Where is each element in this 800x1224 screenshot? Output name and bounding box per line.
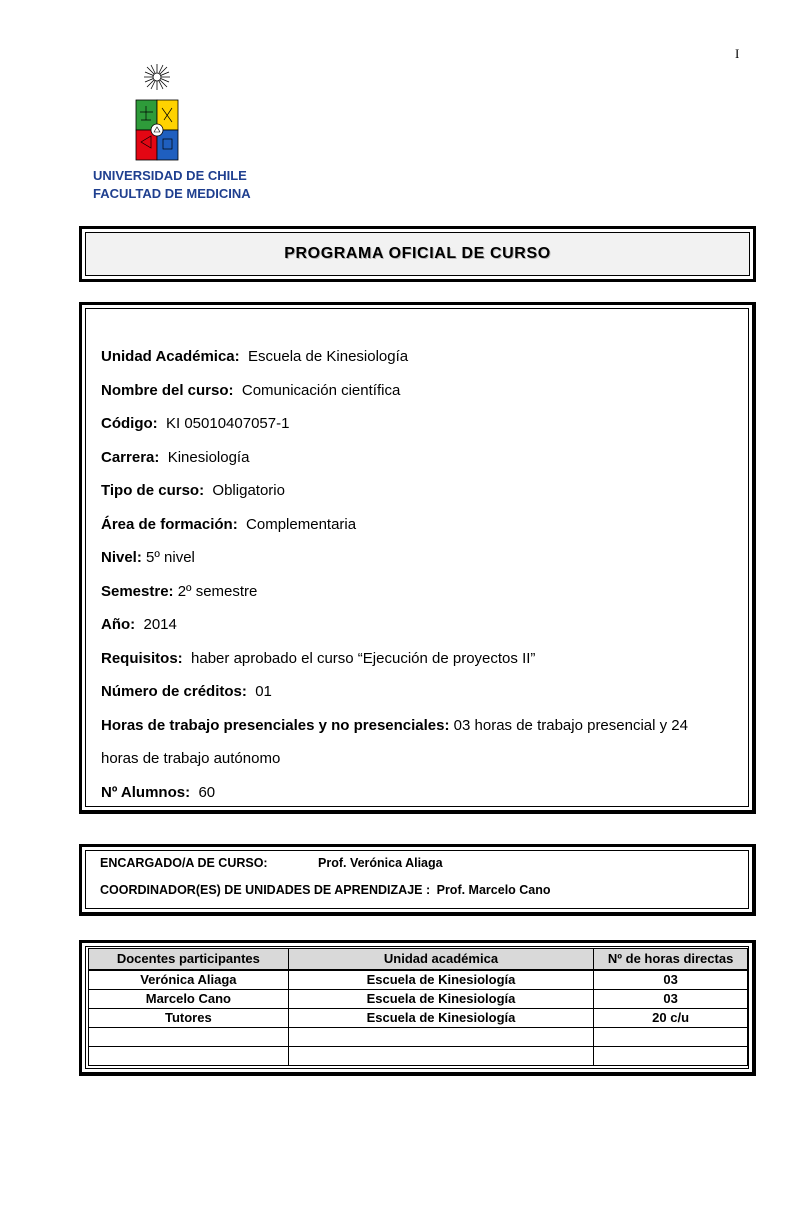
horas-row-continued	[101, 742, 741, 776]
creditos-label: Número de créditos:	[101, 683, 247, 700]
table-header-row	[89, 949, 748, 971]
university-crest-logo	[126, 62, 188, 166]
table-cell: Escuela de Kinesiología	[288, 970, 593, 990]
page-number: I	[735, 46, 740, 61]
table-cell	[288, 1047, 593, 1066]
encargado-label: ENCARGADO/A DE CURSO:	[100, 856, 268, 870]
encargado-value: Prof. Verónica Aliaga	[318, 856, 443, 870]
semestre-label: Semestre:	[101, 582, 174, 600]
semestre-row	[101, 575, 741, 609]
table-row	[89, 1009, 748, 1028]
codigo-value: KI 05010407057-1	[166, 415, 290, 432]
table-cell: 03	[594, 970, 748, 990]
tipo-value: Obligatorio	[212, 482, 285, 499]
horas-value-line1: 03 horas de trabajo presencial y 24	[453, 716, 688, 734]
table-row	[89, 990, 748, 1009]
table-cell	[594, 1028, 748, 1047]
area-value: Complementaria	[246, 515, 357, 533]
nivel-label: Nivel:	[101, 549, 142, 566]
tipo-row	[101, 474, 741, 508]
horas-row	[101, 709, 741, 743]
nombre-row	[101, 374, 741, 408]
requisitos-row	[101, 642, 741, 676]
alumnos-row	[101, 776, 741, 810]
table-cell: Verónica Aliaga	[89, 970, 289, 990]
coordinador-label: COORDINADOR(ES) DE UNIDADES DE APRENDIZAJE :	[100, 883, 431, 897]
table-cell: 03	[594, 990, 748, 1009]
table-cell: Escuela de Kinesiología	[288, 990, 593, 1009]
institution-header	[93, 167, 251, 203]
anio-row	[101, 608, 741, 642]
table-row	[89, 970, 748, 990]
course-info-box	[79, 302, 756, 814]
creditos-row	[101, 675, 741, 709]
nombre-value: Comunicación científica	[241, 381, 401, 399]
unidad-value: Escuela de Kinesiología	[248, 348, 409, 365]
requisitos-label: Requisitos:	[101, 649, 183, 667]
university-name: UNIVERSIDAD DE CHILE	[93, 168, 247, 183]
docentes-table-box	[79, 940, 756, 1076]
table-row	[89, 1028, 748, 1047]
tipo-label: Tipo de curso:	[101, 482, 205, 499]
table-row	[89, 1047, 748, 1066]
title-box	[79, 226, 756, 282]
requisitos-value: haber aprobado el curso “Ejecución de proyectos II”	[191, 649, 536, 667]
coordinador-row	[100, 883, 551, 897]
table-cell	[288, 1028, 593, 1047]
horas-label: Horas de trabajo presenciales y no presenciales:	[101, 716, 450, 734]
faculty-name: FACULTAD DE MEDICINA	[93, 186, 251, 201]
coordinador-value: Prof. Marcelo Cano	[436, 883, 551, 897]
horas-value-line2: horas de trabajo autónomo	[101, 750, 281, 767]
area-row	[101, 508, 741, 542]
carrera-row	[101, 441, 741, 475]
semestre-value: 2º semestre	[177, 582, 258, 600]
alumnos-label: Nº Alumnos:	[101, 783, 191, 801]
table-cell: Marcelo Cano	[89, 990, 289, 1009]
table-cell	[89, 1028, 289, 1047]
area-label: Área de formación:	[101, 515, 238, 533]
docentes-table	[88, 948, 748, 1066]
alumnos-value: 60	[198, 783, 216, 801]
column-header: Docentes participantes	[89, 949, 289, 971]
encargado-box	[79, 844, 756, 916]
carrera-label: Carrera:	[101, 448, 160, 466]
nombre-label: Nombre del curso:	[101, 381, 234, 399]
anio-label: Año:	[101, 616, 136, 633]
table-cell	[594, 1047, 748, 1066]
unidad-row	[101, 340, 741, 374]
table-cell	[89, 1047, 289, 1066]
unidad-label: Unidad Académica:	[101, 348, 240, 365]
nivel-row	[101, 541, 741, 575]
nivel-value: 5º nivel	[146, 549, 195, 566]
column-header: Nº de horas directas	[594, 949, 748, 971]
anio-value: 2014	[143, 616, 177, 633]
codigo-label: Código:	[101, 415, 158, 432]
creditos-value: 01	[255, 683, 272, 700]
table-cell: 20 c/u	[594, 1009, 748, 1028]
encargado-row	[100, 856, 443, 870]
table-cell: Tutores	[89, 1009, 289, 1028]
table-cell: Escuela de Kinesiología	[288, 1009, 593, 1028]
document-title: PROGRAMA OFICIAL DE CURSO	[284, 245, 551, 262]
course-info-list	[101, 340, 741, 809]
carrera-value: Kinesiología	[167, 448, 250, 466]
column-header: Unidad académica	[288, 949, 593, 971]
codigo-row	[101, 407, 741, 441]
